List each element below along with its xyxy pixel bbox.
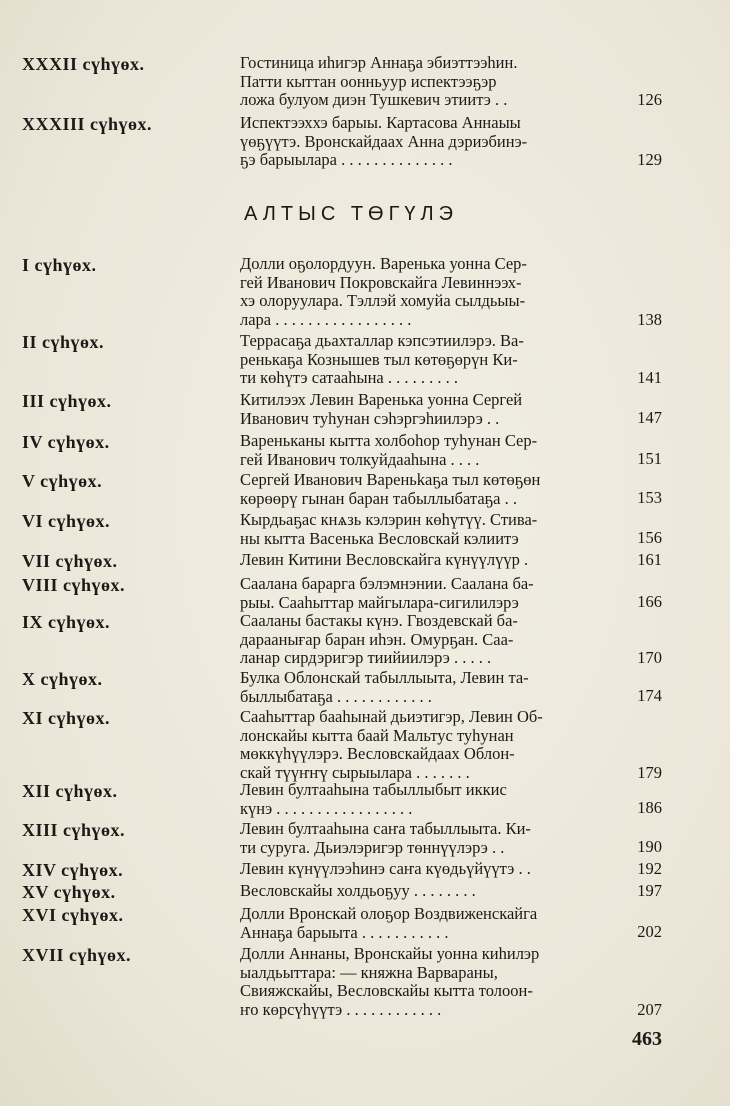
chapter-summary	[240, 860, 612, 879]
page-number: 153	[637, 488, 662, 507]
chapter-label: XIII сүһүөх.	[22, 820, 126, 840]
page-number: 126	[637, 90, 662, 109]
page-number: 151	[637, 449, 662, 468]
chapter-summary	[240, 708, 612, 782]
summary-line: Вареньканы кытта холбоһор туһунан Сер-	[240, 432, 538, 450]
summary-line: хэ олоруулара. Тэллэй хомуйа сылдьыы-	[240, 292, 526, 311]
summary-line: Левин күнүүлээһинэ саҥа күөдьүйүүтэ . .	[240, 860, 531, 878]
summary-line: Долли оҕолордуун. Варенька уонна Сер-	[240, 255, 527, 273]
summary-line: Иванович туһунан сэһэргэһиилэрэ . .	[240, 409, 500, 428]
chapter-label: II сүһүөх.	[22, 332, 105, 352]
summary-line: дараанығар баран иһэн. Омурҕан. Саа-	[240, 630, 514, 649]
summary-line: Левин бултааһына табыллыбыт иккис	[240, 781, 507, 799]
summary-line: ыалдьыттара: — княжна Варвараны,	[240, 963, 498, 982]
page-number: 141	[637, 368, 662, 387]
summary-line: ҥо көрсүһүүтэ . . . . . . . . . . . .	[240, 1000, 442, 1019]
chapter-label: XVII сүһүөх.	[22, 945, 132, 965]
chapter-summary	[240, 612, 612, 668]
summary-line: ҕэ барыылара . . . . . . . . . . . . . .	[240, 151, 453, 170]
summary-line: Сергей Иванович Вареньkaҕa тыл көтөҕөн	[240, 471, 541, 489]
chapter-label: XIV сүһүөх.	[22, 860, 124, 880]
page-number: 170	[637, 648, 662, 667]
chapter-label: I сүһүөх.	[22, 255, 97, 275]
summary-line: Левин бултааһына саҥа табыллыыта. Ки-	[240, 820, 531, 838]
summary-line: Патти кыттан оонньуур испектээҕэр	[240, 72, 497, 91]
chapter-summary	[240, 575, 612, 612]
chapter-summary	[240, 669, 612, 706]
chapter-summary	[240, 882, 612, 901]
page-number: 207	[637, 1000, 662, 1019]
summary-line: лонскайы кытта баай Мальтус туһунан	[240, 726, 514, 745]
summary-line: быллыбатаҕа . . . . . . . . . . . .	[240, 687, 432, 706]
chapter-label: IX сүһүөх.	[22, 612, 111, 632]
summary-line: ти көһүтэ сатааһына . . . . . . . . .	[240, 369, 458, 388]
summary-line: Сааһыттар бааһынай дьиэтигэр, Левин Об-	[240, 708, 543, 726]
chapter-summary	[240, 432, 612, 469]
page-number: 156	[637, 528, 662, 547]
summary-line: Террасаҕа дьахталлар кэпсэтиилэрэ. Ва-	[240, 332, 524, 350]
chapter-label: XI сүһүөх.	[22, 708, 111, 728]
page-number: 192	[637, 859, 662, 878]
summary-line: Кырдьаҕас кнѧзь кэлэрин көһүтүү. Стива-	[240, 511, 538, 529]
summary-line: ти суруга. Дьиэлэригэр төннүүлэрэ . .	[240, 838, 505, 857]
page-number: 129	[637, 150, 662, 169]
chapter-label: VII сүһүөх.	[22, 551, 118, 571]
chapter-summary	[240, 54, 612, 110]
summary-line: Сааланы бастакы күнэ. Гвоздевскай ба-	[240, 612, 518, 630]
page-number: 202	[637, 922, 662, 941]
page-number: 190	[637, 837, 662, 856]
summary-line: Аннаҕа барыыта . . . . . . . . . . .	[240, 923, 449, 942]
page-number: 166	[637, 592, 662, 611]
page-number: 179	[637, 763, 662, 782]
summary-line: скай түүҥҥү сырыылара . . . . . . .	[240, 763, 470, 782]
summary-line: гей Иванович толкуйдааһына . . . .	[240, 450, 480, 469]
summary-line: ренькаҕа Кознышев тыл көтөҕөрүн Ки-	[240, 350, 518, 369]
summary-line: ложа булуом диэн Тушкевич этиитэ . .	[240, 91, 508, 110]
summary-line: Гостиница иһигэр Аннаҕа эбиэттээһин.	[240, 54, 518, 72]
summary-line: көрөөрү гынан баран табыллыбатаҕа . .	[240, 489, 517, 508]
chapter-label: XXXIII сүһүөх.	[22, 114, 153, 134]
chapter-summary	[240, 471, 612, 508]
chapter-summary	[240, 551, 612, 570]
page-number: 147	[637, 408, 662, 427]
chapter-label: XV сүһүөх.	[22, 882, 116, 902]
page-number: 174	[637, 686, 662, 705]
chapter-summary	[240, 255, 612, 329]
summary-line: ланар сирдэригэр тиийиилэрэ . . . . .	[240, 649, 492, 668]
summary-line: күнэ . . . . . . . . . . . . . . . . .	[240, 799, 413, 818]
chapter-label: XII сүһүөх.	[22, 781, 118, 801]
summary-line: Испектээххэ барыы. Картасова Аннаыы	[240, 114, 521, 132]
chapter-summary	[240, 391, 612, 428]
summary-line: Свияжскайы, Весловскайы кытта толоон-	[240, 982, 533, 1001]
summary-line: Саалана бараргa бэлэмнэнии. Саалана ба-	[240, 575, 534, 593]
summary-line: Весловскайы холдьоҕуу . . . . . . . .	[240, 882, 476, 900]
chapter-label: X сүһүөх.	[22, 669, 103, 689]
summary-line: Левин Китини Весловскайга күнүүлүүр .	[240, 551, 529, 569]
section-title: АЛТЫС ТӨГҮЛЭ	[244, 203, 459, 225]
summary-line: үөҕүүтэ. Вронскайдаах Анна дэриэбинэ-	[240, 132, 528, 151]
chapter-label: VI сүһүөх.	[22, 511, 111, 531]
chapter-summary	[240, 511, 612, 548]
chapter-label: VIII сүһүөх.	[22, 575, 126, 595]
summary-line: гей Иванович Покровскайга Левиннээх-	[240, 273, 522, 292]
chapter-label: IV сүһүөх.	[22, 432, 110, 452]
chapter-label: III сүһүөх.	[22, 391, 112, 411]
page-number: 197	[637, 881, 662, 900]
chapter-summary	[240, 905, 612, 942]
page-number: 186	[637, 798, 662, 817]
summary-line: Булка Облонскай табыллыыта, Левин та-	[240, 669, 529, 687]
summary-line: Долли Аннаны, Вронскайы уонна киһилэр	[240, 945, 540, 963]
chapter-summary	[240, 332, 612, 388]
folio-page-number: 463	[632, 1028, 662, 1050]
chapter-label: XVI сүһүөх.	[22, 905, 124, 925]
summary-line: Китилээх Левин Варенька уонна Сергей	[240, 391, 523, 409]
page-number: 161	[637, 550, 662, 569]
chapter-label: V сүһүөх.	[22, 471, 103, 491]
chapter-summary	[240, 114, 612, 170]
chapter-label: XXXII сүһүөх.	[22, 54, 145, 74]
summary-line: Долли Вронскай олоҕор Воздвиженскайга	[240, 905, 538, 923]
page-number: 138	[637, 310, 662, 329]
chapter-summary	[240, 820, 612, 857]
chapter-summary	[240, 945, 612, 1019]
summary-line: мөккүһүүлэрэ. Весловскайдаах Облон-	[240, 745, 515, 764]
chapter-summary	[240, 781, 612, 818]
summary-line: лара . . . . . . . . . . . . . . . . .	[240, 310, 412, 329]
summary-line: рыы. Сааһыттар майгылара-сигилилэрэ	[240, 593, 519, 612]
summary-line: ны кытта Васенька Весловскай кэлиитэ	[240, 529, 519, 548]
